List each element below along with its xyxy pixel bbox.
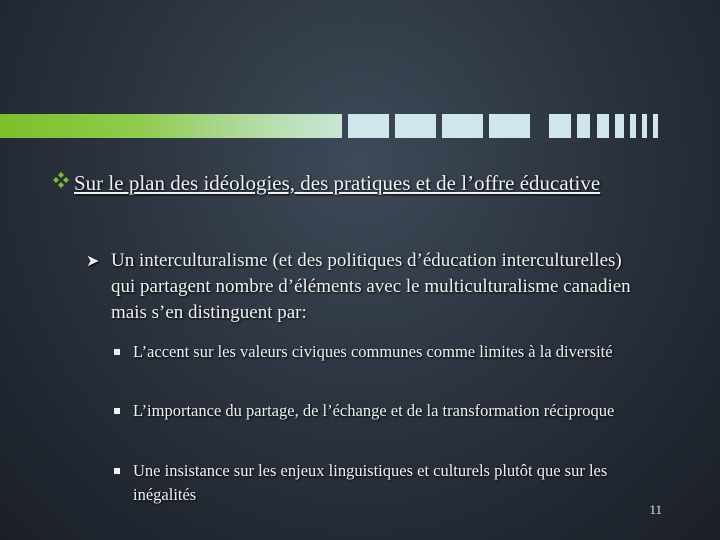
bar-gradient-segment — [0, 114, 342, 138]
bar-segment — [442, 114, 483, 138]
slide-heading: Sur le plan des idéologies, des pratiques et de l’offre éducative — [74, 171, 601, 195]
bar-segment — [630, 114, 636, 138]
four-diamond-bullet-icon — [52, 171, 70, 189]
point-item — [110, 459, 650, 507]
bar-segment — [597, 114, 609, 138]
square-bullet-icon — [114, 468, 120, 474]
point-text: L’importance du partage, de l’échange et de la transformation réciproque — [133, 401, 615, 420]
bar-segment — [642, 114, 647, 138]
point-item — [110, 340, 650, 364]
arrowhead-bullet-icon: ➤ — [86, 251, 100, 270]
sub-bullet-item — [86, 248, 646, 326]
bar-segment — [615, 114, 624, 138]
bar-segment — [395, 114, 436, 138]
square-bullet-icon — [114, 349, 120, 355]
point-text: L’accent sur les valeurs civiques communes comme limites à la diversité — [133, 342, 613, 361]
bar-segment — [549, 114, 571, 138]
point-item — [110, 399, 650, 423]
point-text: Une insistance sur les enjeux linguistiques et culturels plutôt que sur les inégalités — [133, 461, 608, 504]
bar-segment — [577, 114, 590, 138]
sub-bullet-text: Un interculturalisme (et des politiques d’éducation interculturelles) qui partagent nombre d’éléments avec le multiculturalisme canadien mais s’en distinguent par: — [111, 250, 631, 323]
bar-segment — [348, 114, 389, 138]
heading-bullet-item — [52, 169, 672, 198]
page-number: 11 — [649, 502, 662, 517]
square-bullet-icon — [114, 408, 120, 414]
bar-segment — [489, 114, 530, 138]
bar-segment — [653, 114, 658, 138]
